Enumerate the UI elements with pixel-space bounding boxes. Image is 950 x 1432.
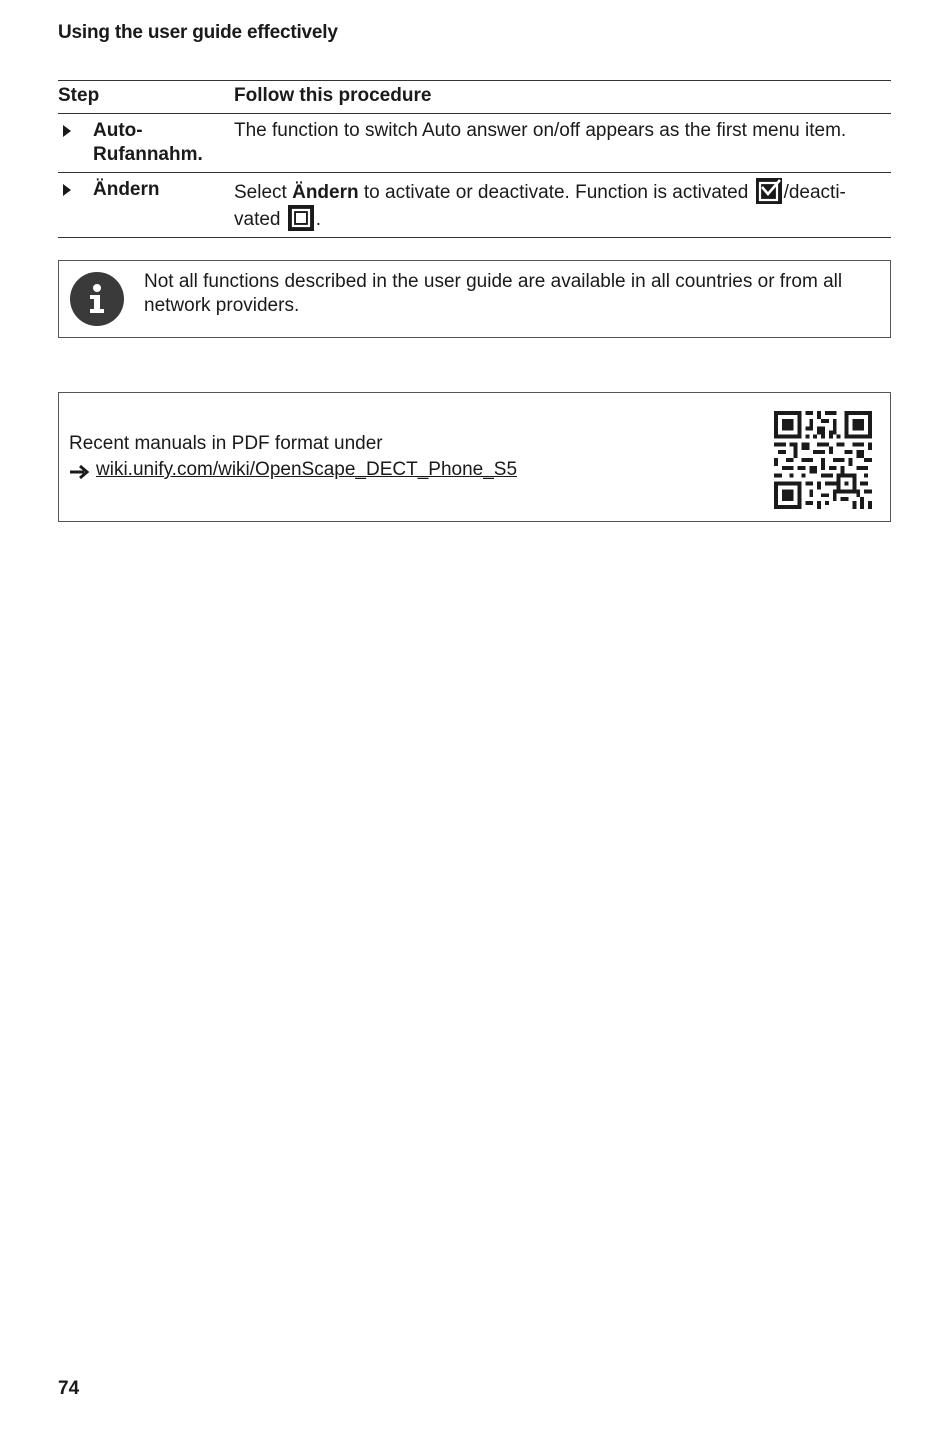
procedure-keyword: Ändern — [292, 182, 359, 203]
table-header-row — [58, 81, 891, 114]
manuals-link-line — [69, 457, 517, 483]
table-row — [58, 173, 891, 238]
manuals-link[interactable]: wiki.unify.com/wiki/OpenScape_DECT_Phone_S5 — [96, 459, 518, 480]
procedure-text: /deacti- — [783, 182, 846, 203]
section-title: Using the user guide effectively — [58, 22, 338, 43]
procedure-text: . — [315, 209, 322, 230]
checkbox-unchecked-icon — [288, 205, 314, 231]
info-text — [144, 270, 884, 318]
info-text-line2: network providers. — [144, 295, 300, 316]
checkbox-checked-icon — [756, 178, 782, 204]
manuals-text: Recent manuals in PDF format under — [69, 433, 383, 454]
qr-code-icon[interactable] — [774, 411, 872, 509]
info-text-line1: Not all functions described in the user guide are available in all countries or from all — [144, 271, 843, 292]
procedure-cell: The function to switch Auto answer on/off appears as the first menu item. — [234, 114, 891, 173]
procedure-table — [58, 80, 891, 238]
manuals-text-block — [69, 431, 517, 483]
procedure-text: vated — [234, 209, 286, 230]
column-header-procedure: Follow this procedure — [234, 81, 891, 114]
table-row — [58, 114, 891, 173]
triangle-right-icon — [63, 184, 71, 196]
column-header-step: Step — [58, 81, 234, 114]
step-label — [93, 119, 203, 167]
step-cell — [58, 114, 234, 173]
info-icon — [70, 272, 124, 326]
step-cell — [58, 173, 234, 238]
triangle-right-icon — [63, 125, 71, 137]
info-note — [58, 260, 891, 338]
step-label-line2: Rufannahm. — [93, 144, 203, 165]
arrow-right-icon — [69, 462, 91, 478]
step-label-line1: Auto- — [93, 120, 143, 141]
procedure-text: to activate or deactivate. Function is activated — [358, 182, 754, 203]
procedure-cell — [234, 173, 891, 238]
page-number: 74 — [58, 1378, 80, 1399]
manuals-box — [58, 392, 891, 522]
step-label: Ändern — [93, 179, 160, 200]
procedure-text: Select — [234, 182, 293, 203]
